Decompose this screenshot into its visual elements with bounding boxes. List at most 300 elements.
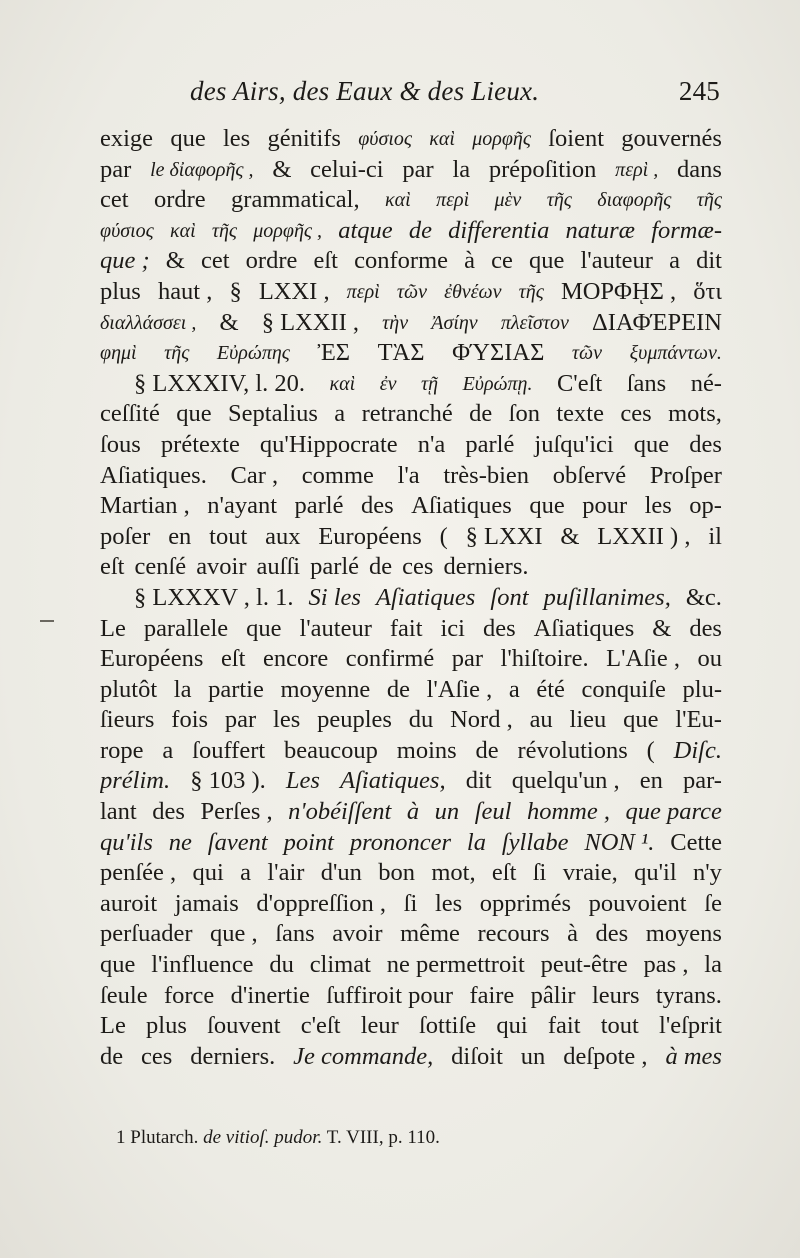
word: le δἰαφορῆς , bbox=[150, 158, 254, 181]
word: eſt bbox=[220, 645, 246, 673]
word: des bbox=[360, 492, 394, 520]
word: la bbox=[173, 675, 192, 703]
word: des bbox=[689, 614, 722, 642]
word: ſavent bbox=[207, 828, 268, 856]
margin-mark bbox=[40, 620, 54, 622]
word: a bbox=[334, 400, 346, 428]
word: a bbox=[162, 736, 174, 764]
footnote-marker: 1 bbox=[116, 1127, 126, 1148]
word: NON ¹. bbox=[584, 828, 655, 856]
word: Le bbox=[100, 1012, 126, 1040]
word: c'eſt bbox=[300, 1012, 341, 1040]
word: τῆς bbox=[546, 189, 572, 212]
word: penſée , bbox=[100, 859, 177, 887]
word: que bbox=[623, 706, 659, 734]
text-line bbox=[100, 491, 722, 522]
word: Si les bbox=[308, 583, 361, 611]
word: τῆς bbox=[518, 280, 544, 303]
word: n'obéiſſent bbox=[288, 798, 392, 826]
text-line bbox=[100, 919, 722, 950]
word: conforme bbox=[354, 247, 448, 275]
word: que ; bbox=[100, 247, 150, 275]
word: par bbox=[402, 155, 434, 183]
word: mot, bbox=[431, 859, 476, 887]
word: a bbox=[240, 859, 252, 887]
word: leur bbox=[360, 1012, 399, 1040]
text-line bbox=[100, 797, 722, 828]
word: homme , bbox=[526, 798, 610, 826]
word: par bbox=[451, 645, 484, 673]
word: περὶ bbox=[346, 280, 380, 303]
word: &c. bbox=[685, 583, 722, 611]
word: καὶ bbox=[429, 128, 455, 150]
footnote-source: Plutarch. bbox=[130, 1127, 199, 1148]
word: ἘΣ bbox=[317, 339, 351, 367]
word: ſans bbox=[275, 920, 315, 948]
word: prononcer bbox=[349, 828, 451, 856]
word: fait bbox=[547, 1012, 581, 1040]
text-line bbox=[100, 736, 722, 767]
word: deſpote , bbox=[563, 1042, 648, 1070]
word: du bbox=[408, 706, 434, 734]
word: ſyllabe bbox=[501, 828, 569, 856]
word: moins bbox=[396, 736, 457, 764]
text-line bbox=[100, 522, 722, 553]
word: Aſiatiques bbox=[411, 492, 512, 520]
word: des bbox=[595, 920, 629, 948]
word: ſont bbox=[490, 583, 529, 611]
word: peuples bbox=[317, 706, 392, 734]
word: Les bbox=[285, 767, 320, 795]
word: Aſiatiques, bbox=[340, 767, 446, 795]
word: ces bbox=[620, 400, 652, 428]
word: partie bbox=[208, 675, 264, 703]
word: ces bbox=[141, 1042, 173, 1070]
word: ἐθνέων bbox=[444, 280, 502, 303]
word: μορφῆς , bbox=[253, 219, 322, 242]
word: très-bien bbox=[443, 461, 530, 489]
text-line bbox=[100, 675, 722, 706]
word: que bbox=[529, 492, 565, 520]
word: Aſiatiques. bbox=[100, 461, 207, 489]
word: de bbox=[369, 553, 393, 581]
word: quelqu'un , bbox=[511, 767, 620, 795]
word: Nord , bbox=[450, 706, 513, 734]
word: été bbox=[536, 675, 565, 703]
word: derniers. bbox=[443, 553, 529, 581]
word: génitifs bbox=[267, 125, 341, 152]
word: ſieurs bbox=[100, 706, 155, 734]
running-title: des Airs, des Eaux & des Lieux. bbox=[190, 76, 540, 106]
word: ou bbox=[697, 645, 722, 673]
word: la bbox=[466, 828, 486, 856]
word: dans bbox=[677, 155, 722, 183]
word: op- bbox=[689, 492, 722, 520]
text-line bbox=[100, 185, 722, 216]
word: Proſper bbox=[649, 461, 722, 489]
word: tout bbox=[209, 522, 248, 550]
word: les bbox=[273, 706, 301, 734]
word: prélim. bbox=[100, 767, 171, 795]
word: du bbox=[269, 951, 294, 979]
word: τῆς bbox=[696, 189, 722, 212]
word: Ἀσίην bbox=[431, 311, 478, 334]
word: parlé bbox=[310, 553, 360, 581]
text-line bbox=[100, 369, 722, 400]
word: ſe bbox=[704, 889, 722, 917]
word: faire bbox=[469, 981, 515, 1009]
text-line bbox=[100, 981, 722, 1012]
word: poſer bbox=[100, 522, 151, 550]
word: § bbox=[229, 277, 242, 305]
word: avoir bbox=[332, 920, 383, 948]
word: par bbox=[224, 706, 257, 734]
text-line bbox=[100, 583, 722, 614]
word: la bbox=[704, 951, 722, 979]
word: à bbox=[406, 798, 420, 826]
word: auſſi bbox=[256, 553, 301, 581]
word: Aſiatiques bbox=[533, 614, 635, 642]
text-line bbox=[100, 338, 722, 369]
text-line bbox=[100, 1011, 722, 1042]
word: ſans bbox=[626, 369, 667, 397]
word: de bbox=[408, 216, 432, 244]
word: rope bbox=[100, 736, 144, 764]
word: prétexte bbox=[160, 430, 240, 458]
word: ſottiſe bbox=[419, 1012, 477, 1040]
word: eſt bbox=[491, 859, 517, 887]
text-line bbox=[100, 644, 722, 675]
word: ſi bbox=[532, 859, 547, 887]
text-line bbox=[100, 552, 722, 583]
word: plus bbox=[100, 277, 141, 305]
word: un bbox=[520, 1042, 546, 1070]
word: à bbox=[567, 920, 578, 948]
word: tyrans. bbox=[655, 981, 722, 1009]
word: gouvernés bbox=[621, 125, 722, 152]
word: plu- bbox=[682, 675, 722, 703]
word: que , bbox=[210, 920, 258, 948]
word: force bbox=[163, 981, 215, 1009]
word: tout bbox=[600, 1012, 639, 1040]
word: les bbox=[222, 125, 251, 152]
word: ſouvent bbox=[207, 1012, 281, 1040]
word: τῶν bbox=[396, 280, 427, 303]
word: que parce bbox=[625, 798, 722, 826]
footnote bbox=[116, 1127, 440, 1149]
word: texte bbox=[556, 400, 604, 428]
text-line bbox=[100, 246, 722, 277]
word: pouvoient bbox=[588, 889, 687, 917]
word: § LXXXIV, l. 20. bbox=[134, 369, 306, 397]
word: τὴν bbox=[382, 311, 409, 334]
text-line bbox=[100, 461, 722, 492]
text-line bbox=[100, 308, 722, 339]
word: ſon bbox=[508, 400, 540, 428]
word: des bbox=[152, 798, 185, 826]
word: l'eſprit bbox=[659, 1012, 722, 1040]
word: qu'ils bbox=[100, 828, 153, 856]
word: περὶ , bbox=[615, 158, 659, 181]
word: formæ- bbox=[651, 216, 722, 244]
word: Je commande, bbox=[293, 1042, 434, 1070]
word: parlé bbox=[465, 430, 515, 458]
word: que bbox=[176, 400, 212, 428]
word: eſt bbox=[100, 553, 125, 581]
word: ξυμπάντων. bbox=[629, 342, 722, 365]
word: que bbox=[633, 430, 670, 458]
word: lant bbox=[100, 798, 137, 826]
word: encore bbox=[262, 645, 329, 673]
word: recours bbox=[477, 920, 550, 948]
word: & bbox=[165, 247, 185, 275]
word: τῇ bbox=[420, 372, 439, 395]
word: que bbox=[529, 247, 565, 275]
word: les bbox=[434, 889, 463, 917]
word: aux bbox=[265, 522, 301, 550]
word: de bbox=[475, 736, 499, 764]
word: en bbox=[168, 522, 192, 550]
word: qui bbox=[496, 1012, 528, 1040]
word: Européens bbox=[318, 522, 422, 550]
word: cet bbox=[200, 247, 230, 275]
word: ΦΎΣΙΑΣ bbox=[452, 339, 545, 367]
word: pâlir bbox=[530, 981, 576, 1009]
word: § LXXXV , l. 1. bbox=[134, 583, 294, 611]
word: καὶ bbox=[169, 219, 196, 242]
word: διαφορῆς bbox=[597, 189, 672, 212]
word: cenſé bbox=[134, 553, 187, 581]
word: des bbox=[689, 430, 722, 458]
word: parallele bbox=[143, 614, 229, 642]
word: haut , bbox=[157, 277, 213, 305]
word: Perſes , bbox=[200, 798, 273, 826]
word: bon bbox=[378, 859, 415, 887]
word: fait bbox=[389, 614, 423, 642]
word: ordre bbox=[245, 247, 298, 275]
word: révolutions bbox=[517, 736, 628, 764]
word: fois bbox=[171, 706, 209, 734]
word: ici bbox=[440, 614, 465, 642]
word: μὲν bbox=[494, 189, 522, 212]
word: LXXII ) , bbox=[597, 522, 691, 550]
word: πλεῖστον bbox=[500, 311, 569, 334]
footnote-work: de vitioſ. pudor. bbox=[203, 1127, 323, 1148]
word: eſt bbox=[313, 247, 338, 275]
word: n'ayant bbox=[207, 492, 278, 520]
word: à mes bbox=[665, 1042, 722, 1070]
text-line bbox=[100, 430, 722, 461]
word: ne bbox=[168, 828, 192, 856]
word: parlé bbox=[294, 492, 344, 520]
word: dit bbox=[465, 767, 492, 795]
text-line bbox=[100, 766, 722, 797]
word: en bbox=[639, 767, 663, 795]
text-line bbox=[100, 216, 722, 247]
word: ſouffert bbox=[192, 736, 266, 764]
word: differentia bbox=[448, 216, 550, 244]
word: καὶ bbox=[329, 372, 356, 395]
word: auroit bbox=[100, 889, 158, 917]
word: περὶ bbox=[436, 189, 470, 212]
text-line bbox=[100, 705, 722, 736]
word: vraie, bbox=[562, 859, 618, 887]
word: Européens bbox=[100, 645, 204, 673]
word: peut-être bbox=[540, 951, 628, 979]
word: καὶ bbox=[385, 189, 411, 212]
word: conquiſe bbox=[581, 675, 666, 703]
word: qu'Hippocrate bbox=[259, 430, 398, 458]
word: par- bbox=[683, 767, 722, 795]
word: moyens bbox=[645, 920, 722, 948]
text-line bbox=[100, 155, 722, 186]
word: qui bbox=[192, 859, 224, 887]
word: ſuffiroit pour bbox=[326, 981, 454, 1009]
word: obſervé bbox=[552, 461, 627, 489]
word: τῆς bbox=[211, 219, 238, 242]
word: μορφῆς bbox=[472, 128, 531, 150]
word: que bbox=[170, 125, 206, 152]
word: ΜΟΡΦῌΣ , bbox=[560, 277, 677, 305]
word: d'inertie bbox=[230, 981, 310, 1009]
word: L'Aſie , bbox=[606, 645, 680, 673]
footnote-volume: T. VIII, p. 110. bbox=[326, 1127, 440, 1148]
word: Cette bbox=[670, 828, 722, 856]
word: des bbox=[482, 614, 516, 642]
word: ΤᾺΣ bbox=[377, 339, 425, 367]
word: n'a bbox=[417, 430, 446, 458]
word: l'auteur bbox=[299, 614, 372, 642]
word: grammatical, bbox=[231, 186, 360, 214]
word: ( bbox=[646, 736, 655, 764]
word: par bbox=[100, 155, 132, 183]
word: que bbox=[100, 951, 136, 979]
text-line bbox=[100, 1042, 722, 1073]
word: Aſiatiques bbox=[375, 583, 476, 611]
word: qu'il bbox=[634, 859, 677, 887]
word: ſeul bbox=[474, 798, 512, 826]
word: ἐν bbox=[379, 372, 397, 395]
word: plutôt bbox=[100, 675, 158, 703]
word: & bbox=[219, 308, 239, 336]
page-number: 245 bbox=[678, 76, 720, 106]
word: Εὐρώπης bbox=[216, 342, 290, 365]
word: § LXXII , bbox=[261, 308, 359, 336]
word: Car , bbox=[230, 461, 279, 489]
word: né- bbox=[690, 369, 722, 397]
word: climat bbox=[309, 951, 371, 979]
word: LXXI , bbox=[258, 277, 330, 305]
word: leurs bbox=[591, 981, 640, 1009]
word: l'auteur bbox=[580, 247, 653, 275]
word: l'Eu- bbox=[675, 706, 722, 734]
word: ſoient bbox=[548, 125, 604, 152]
word: de bbox=[386, 675, 411, 703]
word: ( bbox=[439, 522, 448, 550]
word: τῆς bbox=[164, 342, 190, 365]
word: C'eſt bbox=[556, 369, 603, 397]
word: a bbox=[669, 247, 680, 275]
word: pas , bbox=[643, 951, 689, 979]
text-line bbox=[100, 889, 722, 920]
word: l'Aſie , bbox=[426, 675, 493, 703]
word: Εὐρώπῃ. bbox=[462, 372, 533, 395]
word: perſuader bbox=[100, 920, 193, 948]
word: l'influence bbox=[151, 951, 254, 979]
word: beaucoup bbox=[284, 736, 378, 764]
word: que bbox=[246, 614, 282, 642]
word: opprimés bbox=[479, 889, 571, 917]
word: & bbox=[652, 614, 672, 642]
word: plus bbox=[146, 1012, 187, 1040]
word: φύσιος bbox=[358, 128, 412, 150]
word: φημὶ bbox=[100, 342, 137, 365]
word: il bbox=[708, 522, 722, 550]
word: a bbox=[508, 675, 520, 703]
word: ΔΙΑΦΈΡΕΙΝ bbox=[591, 308, 722, 336]
body-text bbox=[100, 124, 722, 1072]
word: n'y bbox=[692, 859, 722, 887]
word: d'un bbox=[320, 859, 362, 887]
word: Diſc. bbox=[673, 736, 722, 764]
word: pour bbox=[582, 492, 628, 520]
word: confirmé bbox=[345, 645, 435, 673]
word: derniers. bbox=[190, 1042, 276, 1070]
word: à bbox=[464, 247, 475, 275]
word: diſoit bbox=[451, 1042, 503, 1070]
word: ces bbox=[402, 553, 434, 581]
word: cet bbox=[100, 186, 129, 214]
word: l'air bbox=[267, 859, 305, 887]
word: celui-ci bbox=[310, 155, 384, 183]
word: au bbox=[529, 706, 553, 734]
word: exige bbox=[100, 125, 154, 152]
text-line bbox=[100, 828, 722, 859]
word: d'oppreſſion , bbox=[256, 889, 387, 917]
word: retranché bbox=[361, 400, 453, 428]
word: comme bbox=[301, 461, 374, 489]
word: & bbox=[560, 522, 580, 550]
word: Septalius bbox=[228, 400, 318, 428]
word: point bbox=[283, 828, 334, 856]
word: Le bbox=[100, 614, 126, 642]
word: ſeule bbox=[100, 981, 148, 1009]
word: les bbox=[644, 492, 672, 520]
word: § 103 ). bbox=[190, 767, 266, 795]
word: ſous bbox=[100, 430, 141, 458]
word: mots, bbox=[668, 400, 722, 428]
word: avoir bbox=[196, 553, 247, 581]
word: § LXXI bbox=[465, 522, 543, 550]
word: puſillanimes, bbox=[543, 583, 671, 611]
word: prépoſition bbox=[488, 155, 597, 183]
word: ὅτι bbox=[693, 277, 722, 305]
word: lieu bbox=[569, 706, 607, 734]
text-line bbox=[100, 858, 722, 889]
word: la bbox=[452, 155, 471, 183]
word: ordre bbox=[153, 186, 206, 214]
text-line bbox=[100, 124, 722, 155]
word: & bbox=[272, 155, 292, 183]
word: l'a bbox=[397, 461, 420, 489]
word: même bbox=[400, 920, 460, 948]
text-line bbox=[100, 950, 722, 981]
text-line bbox=[100, 399, 722, 430]
word: de bbox=[469, 400, 493, 428]
word: τῶν bbox=[571, 342, 603, 365]
word: jamais bbox=[174, 889, 239, 917]
word: Martian , bbox=[100, 492, 190, 520]
